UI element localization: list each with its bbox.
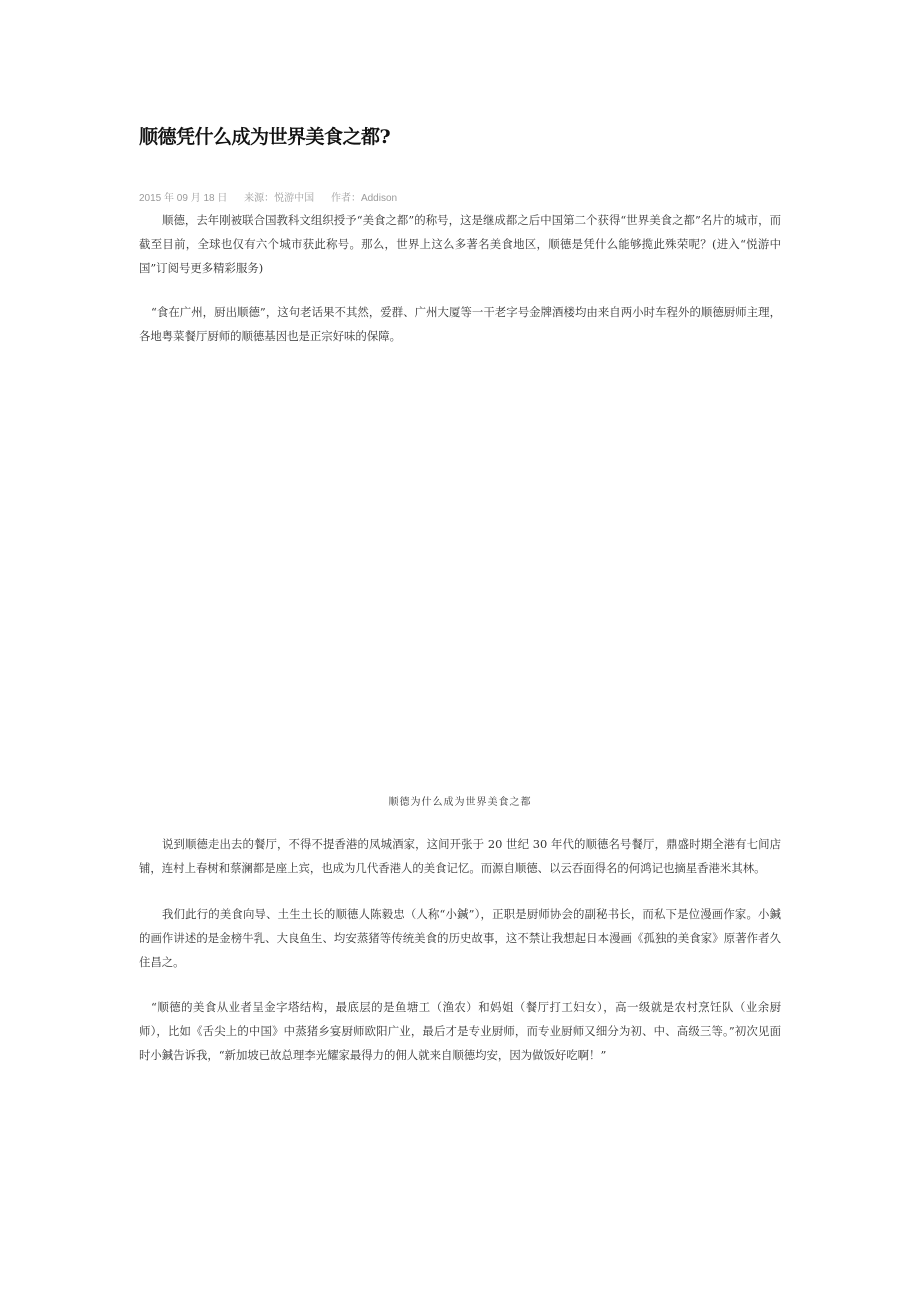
publish-date: 2015 年 09 月 18 日 [139, 193, 228, 204]
article-author: 作者：Addison [330, 193, 398, 204]
paragraph-pyramid-quote: “顺德的美食从业者呈金字塔结构，最底层的是鱼塘工（渔农）和妈姐（餐厅打工妇女），高一级就是农村烹饪队（业余厨师），比如《舌尖上的中国》中蒸猪乡宴厨师欧阳广业，最后才是专业厨师，而专业厨师又细分为初、中、高级三等。”初次见面时小鍼告诉我，“新加坡已故总理李光耀家最得力的佣人就来自顺德均安，因为做饭好吃啊！” [139, 1000, 781, 1062]
article-title: 顺德凭什么成为世界美食之都? [139, 126, 391, 148]
article-meta [139, 189, 411, 204]
paragraph-hongkong-restaurants: 说到顺德走出去的餐厅，不得不提香港的凤城酒家，这间开张于 20 世纪 30 年代的顺德名号餐厅，鼎盛时期全港有七间店铺，连村上春树和蔡澜都是座上宾，也成为几代香港人的美食记忆。而源自顺德、以云吞面得名的何鸿记也摘星香港米其林。 [139, 837, 781, 875]
article-source: 来源：悦游中国 [244, 193, 315, 204]
article-image-placeholder [139, 360, 781, 780]
paragraph-food-guide: 我们此行的美食向导、土生土长的顺德人陈毅忠（人称“小鍼”），正职是厨师协会的副秘书长，而私下是位漫画作家。小鍼的画作讲述的是金榜牛乳、大良鱼生、均安蒸猪等传统美食的历史故事，这不禁让我想起日本漫画《孤独的美食家》原著作者久住昌之。 [139, 907, 781, 969]
image-caption: 顺德为什么成为世界美食之都 [388, 797, 532, 808]
paragraph-intro: 顺德，去年刚被联合国教科文组织授予“美食之都”的称号，这是继成都之后中国第二个获得“世界美食之都”名片的城市，而截至目前，全球也仅有六个城市获此称号。那么，世界上这么多著名美食地区，顺德是凭什么能够揽此殊荣呢？(进入“悦游中国”订阅号更多精彩服务) [139, 213, 781, 275]
paragraph-chef-origin: “食在广州，厨出顺德”，这句老话果不其然，爱群、广州大厦等一干老字号金牌酒楼均由来自两小时车程外的顺德厨师主理，各地粤菜餐厅厨师的顺德基因也是正宗好味的保障。 [139, 305, 781, 343]
